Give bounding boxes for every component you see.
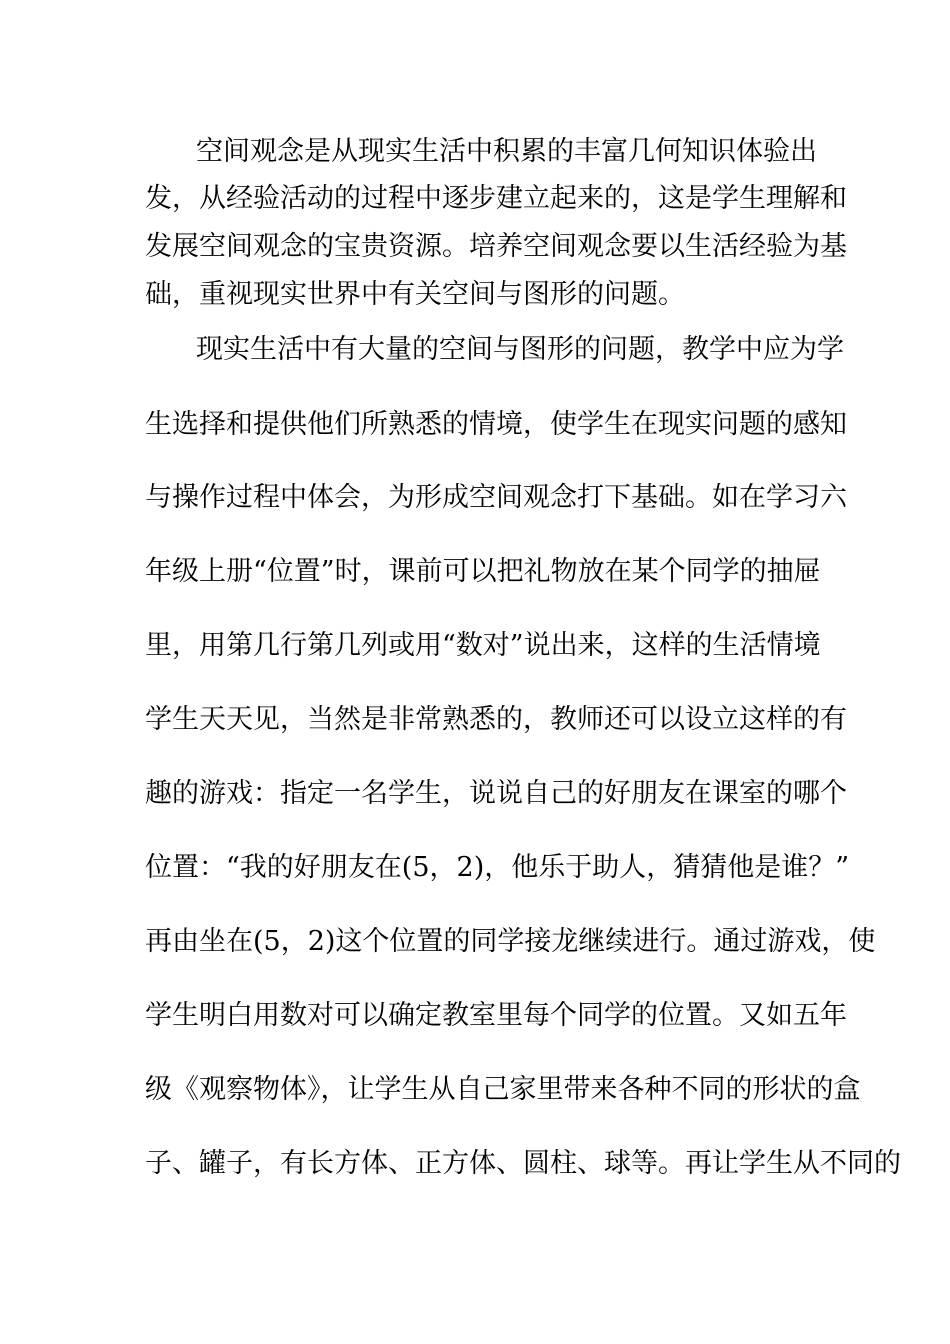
paragraph-line: 学生明白用数对可以确定教室里每个同学的位置。又如五年 (145, 1000, 847, 1031)
paragraph-line: 里，用第几行第几列或用“数对”说出来，这样的生活情境 (145, 630, 821, 661)
paragraph-line: 与操作过程中体会，为形成空间观念打下基础。如在学习六 (145, 482, 847, 513)
paragraph-line: 空间观念是从现实生活中积累的丰富几何知识体验出 (196, 136, 817, 167)
paragraph-line: 年级上册“位置”时，课前可以把礼物放在某个同学的抽屉 (145, 556, 821, 587)
paragraph-line: 位置：“我的好朋友在(5，2)，他乐于助人，猜猜他是谁？” (145, 852, 850, 883)
paragraph-line: 再由坐在(5，2)这个位置的同学接龙继续进行。通过游戏，使 (145, 926, 876, 957)
paragraph-line: 发，从经验活动的过程中逐步建立起来的，这是学生理解和 (145, 183, 847, 214)
paragraph-line: 级《观察物体》，让学生从自己家里带来各种不同的形状的盒 (145, 1074, 861, 1105)
paragraph-line: 学生天天见，当然是非常熟悉的，教师还可以设立这样的有 (145, 704, 847, 735)
paragraph-line: 子、罐子，有长方体、正方体、圆柱、球等。再让学生从不同的 (145, 1148, 901, 1179)
paragraph-line: 趣的游戏：指定一名学生，说说自己的好朋友在课室的哪个 (145, 778, 847, 809)
paragraph-line: 生选择和提供他们所熟悉的情境，使学生在现实问题的感知 (145, 409, 847, 440)
paragraph-line: 现实生活中有大量的空间与图形的问题，教学中应为学 (196, 334, 844, 365)
paragraph-line: 础，重视现实世界中有关空间与图形的问题。 (145, 279, 685, 310)
paragraph-line: 发展空间观念的宝贵资源。培养空间观念要以生活经验为基 (145, 231, 847, 262)
